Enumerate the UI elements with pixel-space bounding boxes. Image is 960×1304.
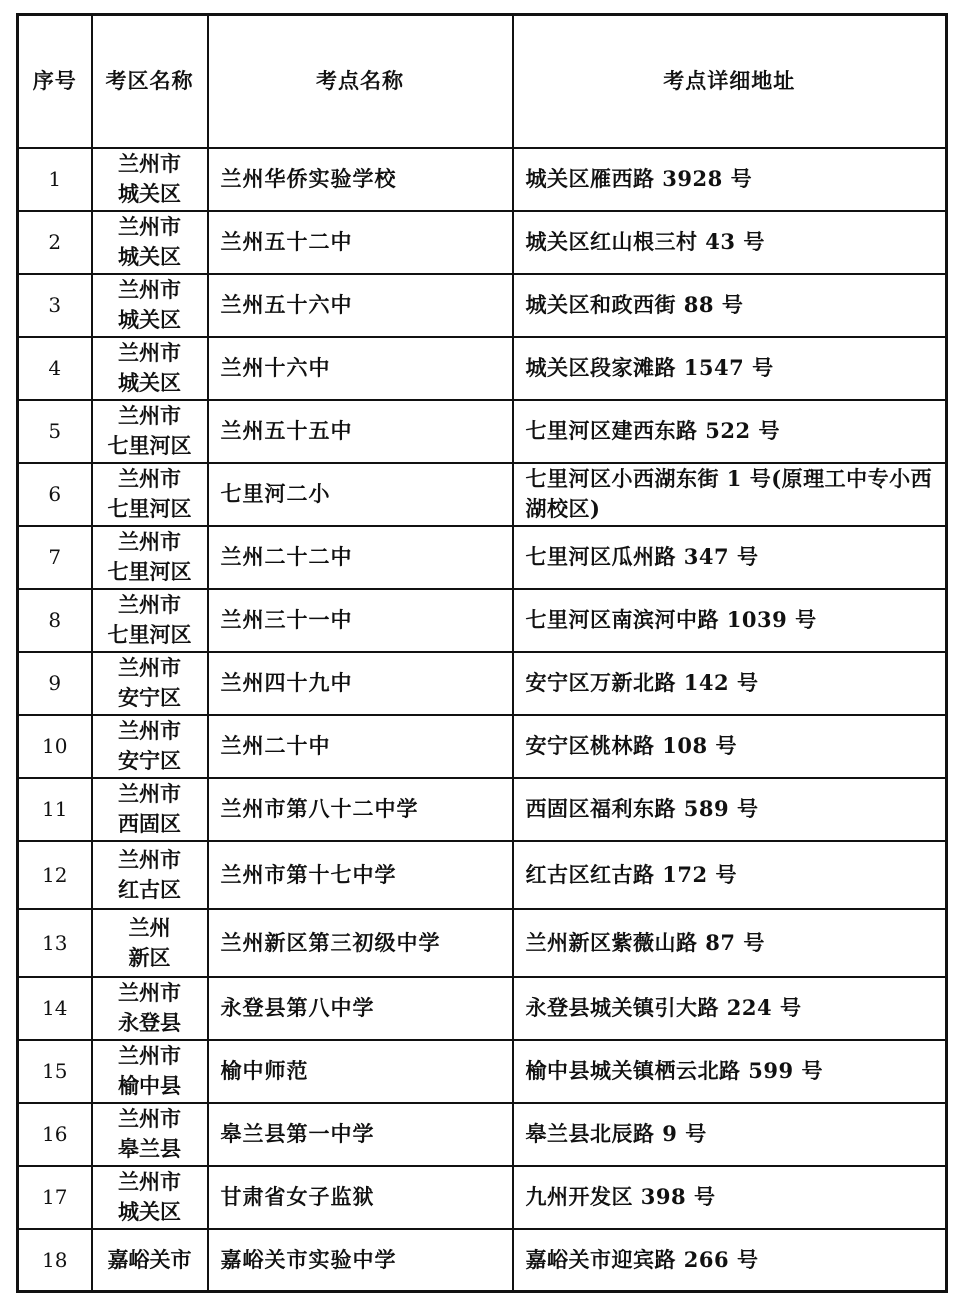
row-site: 兰州五十六中 (208, 274, 513, 337)
table-row (18, 909, 947, 977)
table-row (18, 1040, 947, 1103)
row-address: 九州开发区 398 号 (513, 1166, 947, 1229)
table-header (18, 15, 947, 148)
row-site: 兰州十六中 (208, 337, 513, 400)
header-district: 考区名称 (92, 15, 208, 148)
row-address: 安宁区万新北路 142 号 (513, 652, 947, 715)
row-district: 兰州市 七里河区 (92, 463, 208, 526)
row-district: 兰州市 城关区 (92, 1166, 208, 1229)
row-site: 永登县第八中学 (208, 977, 513, 1040)
row-no: 8 (18, 589, 92, 652)
row-address: 兰州新区紫薇山路 87 号 (513, 909, 947, 977)
table-row (18, 211, 947, 274)
row-no: 18 (18, 1229, 92, 1292)
exam-site-table-container (16, 13, 945, 1291)
table-row (18, 778, 947, 841)
header-row (18, 15, 947, 148)
row-no: 16 (18, 1103, 92, 1166)
row-district: 兰州市 七里河区 (92, 400, 208, 463)
row-district: 兰州 新区 (92, 909, 208, 977)
table-body (18, 148, 947, 1292)
row-district: 嘉峪关市 (92, 1229, 208, 1292)
row-district: 兰州市 红古区 (92, 841, 208, 909)
row-district: 兰州市 永登县 (92, 977, 208, 1040)
row-site: 兰州市第十七中学 (208, 841, 513, 909)
row-address: 七里河区瓜州路 347 号 (513, 526, 947, 589)
row-no: 4 (18, 337, 92, 400)
table-row (18, 463, 947, 526)
row-no: 3 (18, 274, 92, 337)
row-district: 兰州市 城关区 (92, 337, 208, 400)
row-district: 兰州市 安宁区 (92, 652, 208, 715)
header-no: 序号 (18, 15, 92, 148)
row-address: 榆中县城关镇栖云北路 599 号 (513, 1040, 947, 1103)
row-address: 城关区和政西街 88 号 (513, 274, 947, 337)
row-district: 兰州市 城关区 (92, 274, 208, 337)
row-address: 嘉峪关市迎宾路 266 号 (513, 1229, 947, 1292)
row-district: 兰州市 皋兰县 (92, 1103, 208, 1166)
row-address: 七里河区建西东路 522 号 (513, 400, 947, 463)
row-no: 10 (18, 715, 92, 778)
row-site: 兰州华侨实验学校 (208, 148, 513, 211)
row-district: 兰州市 七里河区 (92, 526, 208, 589)
table-row (18, 1166, 947, 1229)
row-site: 兰州四十九中 (208, 652, 513, 715)
row-site: 兰州三十一中 (208, 589, 513, 652)
row-site: 兰州二十二中 (208, 526, 513, 589)
table-row (18, 400, 947, 463)
row-no: 9 (18, 652, 92, 715)
row-no: 17 (18, 1166, 92, 1229)
row-address: 安宁区桃林路 108 号 (513, 715, 947, 778)
row-address: 七里河区南滨河中路 1039 号 (513, 589, 947, 652)
row-no: 11 (18, 778, 92, 841)
row-site: 七里河二小 (208, 463, 513, 526)
row-no: 12 (18, 841, 92, 909)
exam-site-table (16, 13, 948, 1293)
row-site: 嘉峪关市实验中学 (208, 1229, 513, 1292)
row-site: 甘肃省女子监狱 (208, 1166, 513, 1229)
row-district: 兰州市 榆中县 (92, 1040, 208, 1103)
row-no: 5 (18, 400, 92, 463)
row-site: 兰州五十二中 (208, 211, 513, 274)
row-address: 红古区红古路 172 号 (513, 841, 947, 909)
header-address: 考点详细地址 (513, 15, 947, 148)
table-row (18, 841, 947, 909)
header-site: 考点名称 (208, 15, 513, 148)
table-row (18, 337, 947, 400)
row-no: 6 (18, 463, 92, 526)
table-row (18, 1229, 947, 1292)
row-site: 兰州新区第三初级中学 (208, 909, 513, 977)
row-address: 七里河区小西湖东街 1 号(原理工中专小西湖校区) (513, 463, 947, 526)
row-no: 1 (18, 148, 92, 211)
row-district: 兰州市 城关区 (92, 148, 208, 211)
table-row (18, 526, 947, 589)
row-site: 兰州五十五中 (208, 400, 513, 463)
row-district: 兰州市 城关区 (92, 211, 208, 274)
row-address: 西固区福利东路 589 号 (513, 778, 947, 841)
row-address: 城关区红山根三村 43 号 (513, 211, 947, 274)
row-address: 永登县城关镇引大路 224 号 (513, 977, 947, 1040)
row-no: 13 (18, 909, 92, 977)
table-row (18, 977, 947, 1040)
row-address: 皋兰县北辰路 9 号 (513, 1103, 947, 1166)
row-address: 城关区段家滩路 1547 号 (513, 337, 947, 400)
row-site: 皋兰县第一中学 (208, 1103, 513, 1166)
row-district: 兰州市 西固区 (92, 778, 208, 841)
table-row (18, 148, 947, 211)
row-site: 兰州二十中 (208, 715, 513, 778)
table-row (18, 589, 947, 652)
row-district: 兰州市 七里河区 (92, 589, 208, 652)
row-district: 兰州市 安宁区 (92, 715, 208, 778)
row-no: 2 (18, 211, 92, 274)
row-no: 15 (18, 1040, 92, 1103)
row-site: 榆中师范 (208, 1040, 513, 1103)
table-row (18, 652, 947, 715)
row-no: 7 (18, 526, 92, 589)
row-address: 城关区雁西路 3928 号 (513, 148, 947, 211)
row-no: 14 (18, 977, 92, 1040)
table-row (18, 715, 947, 778)
table-row (18, 1103, 947, 1166)
table-row (18, 274, 947, 337)
row-site: 兰州市第八十二中学 (208, 778, 513, 841)
